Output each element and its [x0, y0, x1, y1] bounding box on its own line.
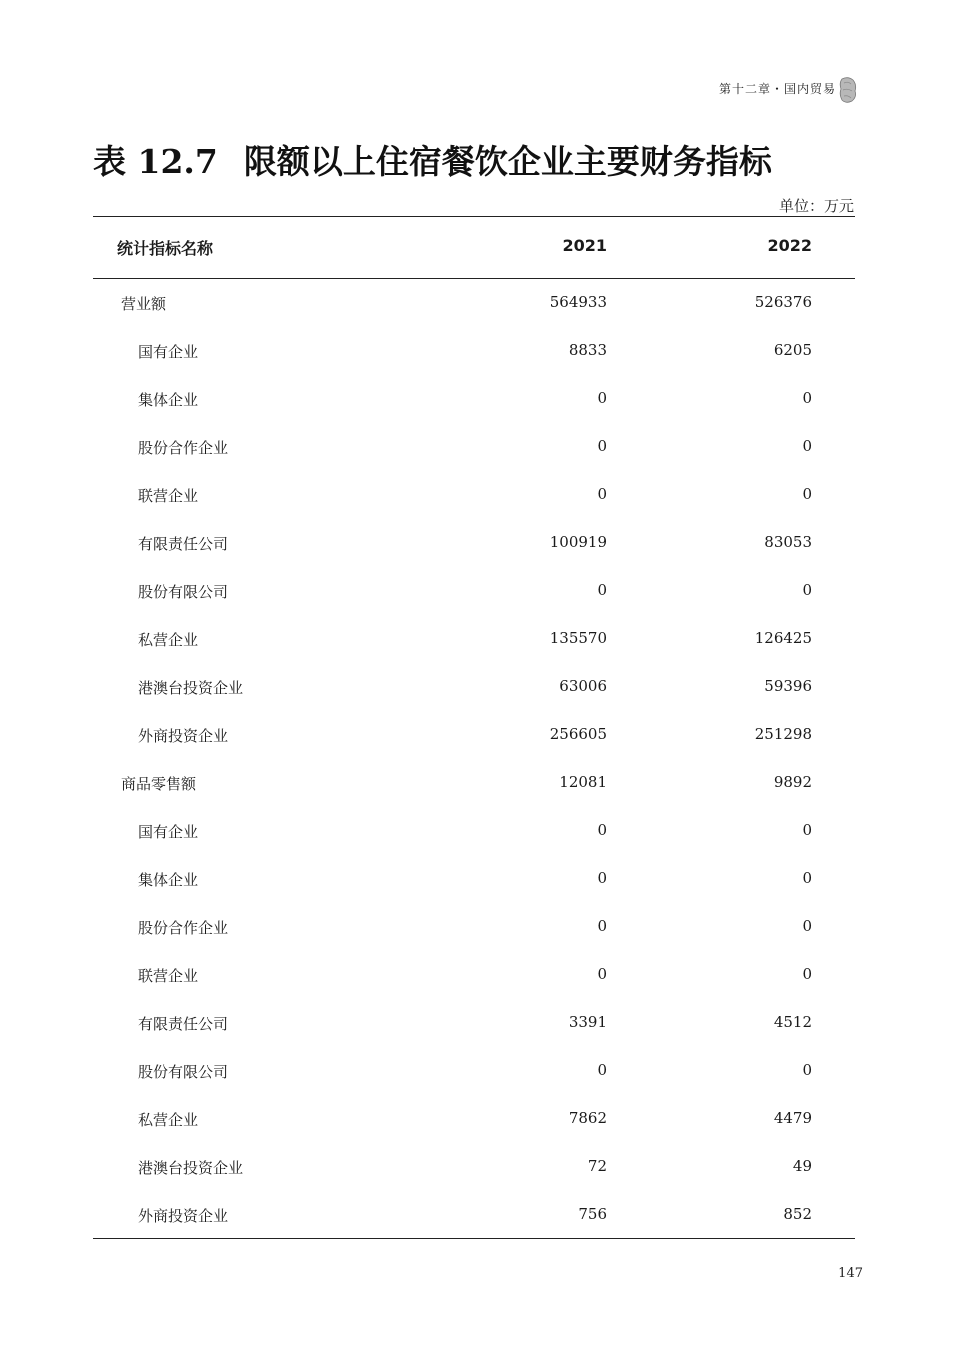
table-row — [93, 1096, 855, 1144]
value-2021: 8833 — [568, 341, 607, 359]
value-2021: 0 — [597, 821, 607, 839]
table-row — [93, 616, 855, 664]
value-2022: 251298 — [754, 725, 812, 743]
table-row — [93, 472, 855, 520]
header-rule — [93, 278, 855, 279]
value-2021: 100919 — [549, 533, 607, 551]
value-2021: 135570 — [549, 629, 607, 647]
table-row — [93, 808, 855, 856]
table-row — [93, 904, 855, 952]
value-2022: 126425 — [754, 629, 812, 647]
value-2022: 9892 — [773, 773, 812, 791]
table-row — [93, 712, 855, 760]
row-label: 有限责任公司 — [138, 1015, 229, 1033]
unit-note: 单位：万元 — [778, 197, 854, 215]
row-label: 联营企业 — [138, 967, 199, 985]
row-label: 商品零售额 — [121, 775, 197, 793]
table-row — [93, 664, 855, 712]
column-header-2021: 2021 — [562, 236, 607, 255]
row-label: 股份合作企业 — [138, 439, 229, 457]
value-2021: 0 — [597, 437, 607, 455]
bottom-rule — [93, 1238, 855, 1239]
value-2022: 852 — [783, 1205, 812, 1223]
table-row — [93, 1192, 855, 1240]
value-2021: 0 — [597, 581, 607, 599]
column-header-2022: 2022 — [767, 236, 812, 255]
value-2021: 72 — [587, 1157, 607, 1175]
stone-ornament-icon — [838, 76, 858, 104]
value-2021: 0 — [597, 917, 607, 935]
table-row — [93, 328, 855, 376]
value-2022: 0 — [802, 485, 812, 503]
row-label: 外商投资企业 — [138, 1207, 229, 1225]
table-row — [93, 952, 855, 1000]
row-label: 营业额 — [121, 295, 167, 313]
value-2021: 63006 — [559, 677, 607, 695]
row-label: 私营企业 — [138, 1111, 199, 1129]
row-label: 港澳台投资企业 — [138, 1159, 244, 1177]
table-row — [93, 760, 855, 808]
table-title-text: 限额以上住宿餐饮企业主要财务指标 — [243, 142, 772, 181]
row-label: 股份有限公司 — [138, 583, 229, 601]
table-row — [93, 1000, 855, 1048]
value-2022: 49 — [792, 1157, 812, 1175]
table-row — [93, 568, 855, 616]
value-2021: 564933 — [549, 293, 607, 311]
row-label: 联营企业 — [138, 487, 199, 505]
top-rule — [93, 216, 855, 217]
value-2021: 7862 — [568, 1109, 607, 1127]
table-row — [93, 1144, 855, 1192]
value-2022: 4479 — [773, 1109, 812, 1127]
value-2022: 0 — [802, 437, 812, 455]
value-2021: 756 — [578, 1205, 607, 1223]
value-2022: 0 — [802, 581, 812, 599]
table-row — [93, 520, 855, 568]
value-2021: 0 — [597, 1061, 607, 1079]
value-2022: 0 — [802, 965, 812, 983]
table-row — [93, 856, 855, 904]
table-row — [93, 376, 855, 424]
row-label: 外商投资企业 — [138, 727, 229, 745]
row-label: 股份有限公司 — [138, 1063, 229, 1081]
row-label: 港澳台投资企业 — [138, 679, 244, 697]
table-row — [93, 280, 855, 328]
row-label: 国有企业 — [138, 343, 199, 361]
table-body — [93, 280, 855, 1240]
value-2021: 0 — [597, 965, 607, 983]
value-2022: 0 — [802, 917, 812, 935]
value-2022: 4512 — [773, 1013, 812, 1031]
table-row — [93, 1048, 855, 1096]
value-2022: 0 — [802, 869, 812, 887]
table-row — [93, 424, 855, 472]
value-2021: 12081 — [559, 773, 607, 791]
value-2021: 0 — [597, 869, 607, 887]
value-2022: 0 — [802, 821, 812, 839]
value-2021: 0 — [597, 485, 607, 503]
running-header: 第十二章・国内贸易 — [718, 82, 836, 96]
row-label: 集体企业 — [138, 391, 199, 409]
table-number: 表 12.7 — [93, 142, 218, 181]
row-label: 有限责任公司 — [138, 535, 229, 553]
row-label: 国有企业 — [138, 823, 199, 841]
value-2022: 59396 — [764, 677, 812, 695]
value-2022: 0 — [802, 389, 812, 407]
row-label: 私营企业 — [138, 631, 199, 649]
row-label: 股份合作企业 — [138, 919, 229, 937]
column-header-name: 统计指标名称 — [117, 239, 214, 258]
table-title — [93, 136, 772, 183]
value-2021: 0 — [597, 389, 607, 407]
value-2022: 0 — [802, 1061, 812, 1079]
value-2022: 526376 — [754, 293, 812, 311]
value-2022: 6205 — [773, 341, 812, 359]
value-2021: 3391 — [568, 1013, 607, 1031]
row-label: 集体企业 — [138, 871, 199, 889]
value-2021: 256605 — [549, 725, 607, 743]
value-2022: 83053 — [764, 533, 812, 551]
page-number: 147 — [838, 1266, 863, 1281]
table-header-row — [93, 232, 855, 264]
